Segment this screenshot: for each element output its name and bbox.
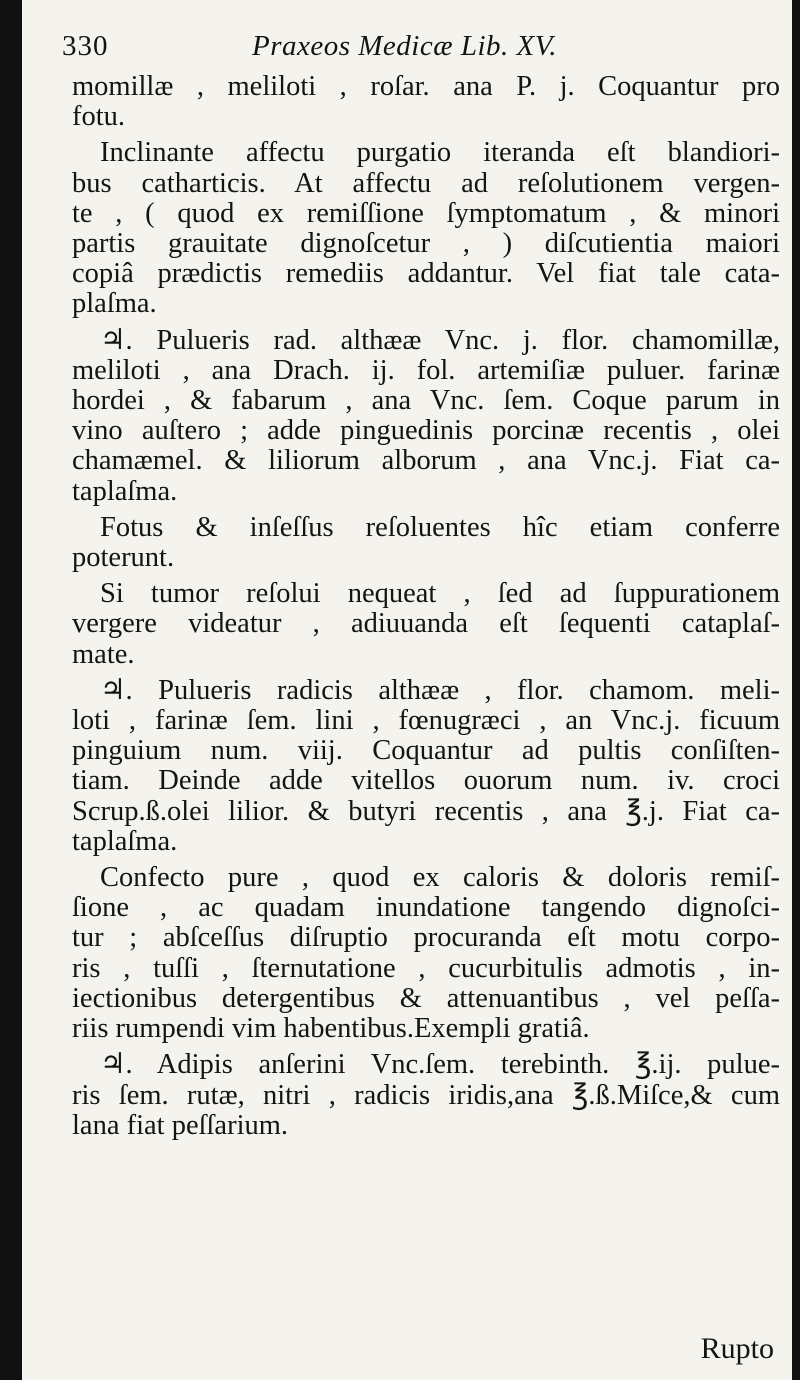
text-line: vergere videatur , adiuuanda eſt ſequenti cataplaſ- bbox=[72, 608, 780, 640]
text-line: lana fiat peſſarium. bbox=[72, 1109, 289, 1141]
paragraph bbox=[72, 863, 780, 1044]
catchword: Rupto bbox=[700, 1332, 774, 1365]
text-line: Fotus & inſeſſus reſoluentes hîc etiam conferre bbox=[100, 511, 780, 543]
text-line: partis grauitate dignoſcetur , ) diſcutientia maiori bbox=[72, 228, 780, 260]
page-number: 330 bbox=[62, 30, 109, 62]
text-line: tur ; abſceſſus diſruptio procuranda eſt motu corpo- bbox=[72, 922, 780, 954]
text-line: mate. bbox=[72, 638, 135, 670]
text-line: te , ( quod ex remiſſione ſymptomatum , & minori bbox=[72, 197, 780, 229]
running-head: Praxeos Medicæ Lib. XV. bbox=[252, 30, 557, 62]
text-line: ♃. Pulueris rad. althææ Vnc. j. flor. chamomillæ, bbox=[100, 324, 780, 356]
body-text bbox=[72, 72, 780, 1147]
text-line: Scrup.ß.olei lilior. & butyri recentis , ana ℥.j. Fiat ca- bbox=[72, 795, 780, 827]
text-line: taplaſma. bbox=[72, 475, 178, 507]
text-line: bus catharticis. At affectu ad reſolutionem vergen- bbox=[72, 167, 780, 199]
text-line: fotu. bbox=[72, 101, 126, 133]
paragraph bbox=[72, 138, 780, 319]
book-page bbox=[22, 0, 792, 1380]
text-line: riis rumpendi vim habentibus.Exempli gratiâ. bbox=[72, 1013, 590, 1045]
page-header bbox=[62, 30, 762, 70]
text-line: iectionibus detergentibus & attenuantibus , vel peſſa- bbox=[72, 982, 780, 1014]
text-line: Si tumor reſolui nequeat , ſed ad ſuppurationem bbox=[100, 578, 780, 610]
text-line: loti , farinæ ſem. lini , fœnugræci , an Vnc.j. ficuum bbox=[72, 705, 780, 737]
text-line: plaſma. bbox=[72, 288, 157, 320]
text-line: meliloti , ana Drach. ij. fol. artemiſiæ puluer. farinæ bbox=[72, 354, 780, 386]
text-line: vino auſtero ; adde pinguedinis porcinæ recentis , olei bbox=[72, 415, 780, 447]
text-line: copiâ prædictis remediis addantur. Vel fiat tale cata- bbox=[72, 258, 780, 290]
paragraph bbox=[72, 676, 780, 857]
text-line: tiam. Deinde adde vitellos ouorum num. iv. croci bbox=[72, 765, 780, 797]
text-line: pinguium num. viij. Coquantur ad pultis conſiſten- bbox=[72, 735, 780, 767]
paragraph bbox=[72, 326, 780, 507]
text-line: ♃. Adipis anſerini Vnc.ſem. terebinth. ℥.ij. pulue- bbox=[100, 1049, 780, 1081]
text-line: Confecto pure , quod ex caloris & doloris remiſ- bbox=[100, 862, 780, 894]
text-line: hordei , & fabarum , ana Vnc. ſem. Coque parum in bbox=[72, 385, 780, 417]
paragraph bbox=[72, 579, 780, 670]
text-line: ſione , ac quadam inundatione tangendo dignoſci- bbox=[72, 892, 780, 924]
text-line: ris ſem. rutæ, nitri , radicis iridis,ana ℥.ß.Miſce,& cum bbox=[72, 1079, 780, 1111]
paragraph bbox=[72, 72, 780, 132]
text-line: chamæmel. & liliorum alborum , ana Vnc.j. Fiat ca- bbox=[72, 445, 780, 477]
paragraph bbox=[72, 1050, 780, 1141]
text-line: poterunt. bbox=[72, 542, 175, 574]
text-line: ris , tuſſi , ſternutatione , cucurbitulis admotis , in- bbox=[72, 952, 780, 984]
text-line: ♃. Pulueris radicis althææ , flor. chamom. meli- bbox=[100, 674, 780, 706]
text-line: Inclinante affectu purgatio iteranda eſt blandiori- bbox=[100, 137, 780, 169]
text-line: momillæ , meliloti , roſar. ana P. j. Coquantur pro bbox=[72, 71, 780, 102]
text-line: taplaſma. bbox=[72, 825, 178, 857]
paragraph bbox=[72, 513, 780, 573]
